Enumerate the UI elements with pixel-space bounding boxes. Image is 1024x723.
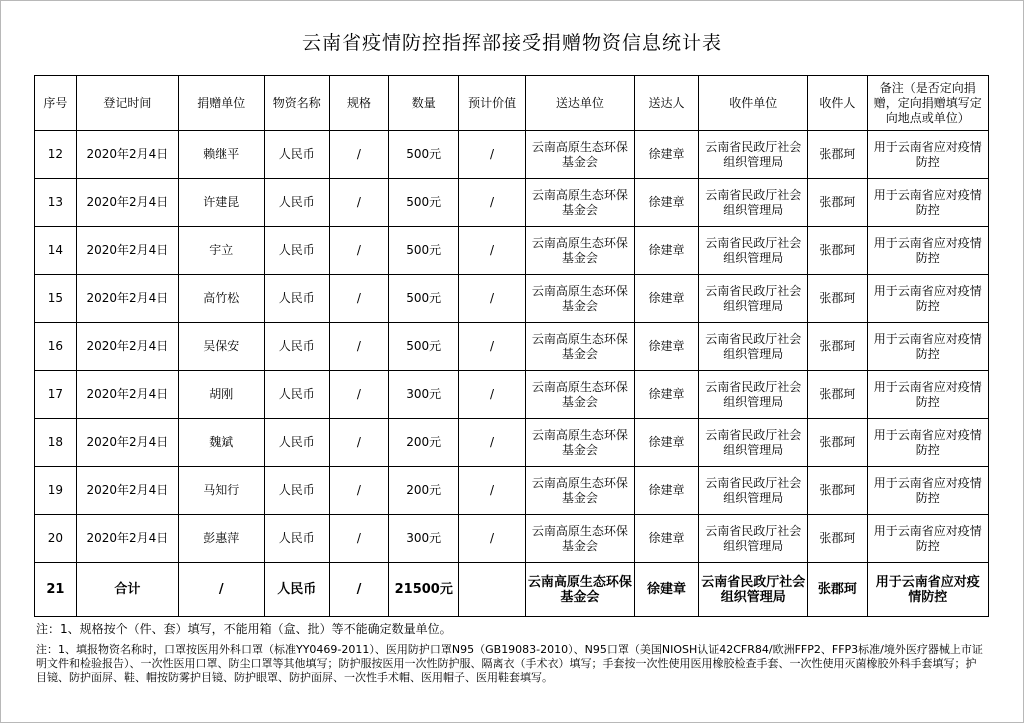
cell-item: 人民币 — [264, 179, 329, 227]
header-receiver: 收件人 — [808, 76, 867, 131]
cell-item: 人民币 — [264, 371, 329, 419]
cell-spec: / — [329, 275, 388, 323]
cell-item: 人民币 — [264, 563, 329, 617]
header-item: 物资名称 — [264, 76, 329, 131]
note-spec: 注：1、规格按个（件、套）填写，不能用箱（盒、批）等不能确定数量单位。 — [36, 622, 452, 636]
cell-qty: 500元 — [389, 275, 459, 323]
cell-item: 人民币 — [264, 419, 329, 467]
cell-spec: / — [329, 131, 388, 179]
cell-donor: 宇立 — [178, 227, 264, 275]
cell-qty: 500元 — [389, 179, 459, 227]
header-value: 预计价值 — [459, 76, 525, 131]
cell-receiver: 张郡珂 — [808, 563, 867, 617]
header-no: 序号 — [35, 76, 77, 131]
cell-receiver-unit: 云南省民政厅社会组织管理局 — [699, 323, 808, 371]
cell-receiver-unit: 云南省民政厅社会组织管理局 — [699, 227, 808, 275]
cell-deliver-unit: 云南高原生态环保基金会 — [525, 275, 634, 323]
cell-receiver: 张郡珂 — [808, 419, 867, 467]
cell-receiver: 张郡珂 — [808, 275, 867, 323]
cell-value: / — [459, 371, 525, 419]
cell-deliverer: 徐建章 — [634, 371, 698, 419]
cell-note: 用于云南省应对疫情防控 — [867, 179, 988, 227]
cell-deliver-unit: 云南高原生态环保基金会 — [525, 563, 634, 617]
cell-value: / — [459, 419, 525, 467]
cell-note: 用于云南省应对疫情防控 — [867, 563, 988, 617]
cell-date: 2020年2月4日 — [76, 419, 178, 467]
cell-item: 人民币 — [264, 515, 329, 563]
cell-no: 12 — [35, 131, 77, 179]
cell-deliver-unit: 云南高原生态环保基金会 — [525, 179, 634, 227]
cell-donor: / — [178, 563, 264, 617]
note-items: 注：1、填报物资名称时，口罩按医用外科口罩（标准YY0469-2011）、医用防护口罩N95（GB19083-2010）、N95口罩（美国NIOSH认证42CFR84/欧洲FFP2、FFP3标准/境外医疗器械上市证明文件和检验报告）、一次性医用口罩、防尘口罩等其他填写；防护服按医用一次性防护服、隔离衣（手术衣）填写；手套按一次性使用医用橡胶检查手套、一次性使用灭菌橡胶外科手套填写；护目镜、防护面屏、鞋、帽按防雾护目镜、防护眼罩、防护面屏、一次性手术帽、医用帽子、医用鞋套填写。 — [36, 643, 983, 684]
cell-qty: 200元 — [389, 419, 459, 467]
cell-receiver: 张郡珂 — [808, 371, 867, 419]
page-title: 云南省疫情防控指挥部接受捐赠物资信息统计表 — [301, 32, 722, 54]
total-row — [35, 563, 989, 617]
cell-receiver-unit: 云南省民政厅社会组织管理局 — [699, 515, 808, 563]
cell-value: / — [459, 179, 525, 227]
table-row — [35, 179, 989, 227]
cell-value: / — [459, 275, 525, 323]
cell-no: 19 — [35, 467, 77, 515]
cell-value: / — [459, 227, 525, 275]
cell-donor: 彭惠萍 — [178, 515, 264, 563]
cell-qty: 21500元 — [389, 563, 459, 617]
table-row — [35, 227, 989, 275]
header-date: 登记时间 — [76, 76, 178, 131]
table-row — [35, 515, 989, 563]
cell-date: 合计 — [76, 563, 178, 617]
cell-value: / — [459, 131, 525, 179]
cell-note: 用于云南省应对疫情防控 — [867, 131, 988, 179]
cell-deliverer: 徐建章 — [634, 131, 698, 179]
cell-note: 用于云南省应对疫情防控 — [867, 275, 988, 323]
cell-donor: 魏斌 — [178, 419, 264, 467]
table-row — [35, 275, 989, 323]
cell-deliverer: 徐建章 — [634, 227, 698, 275]
cell-deliver-unit: 云南高原生态环保基金会 — [525, 419, 634, 467]
cell-receiver-unit: 云南省民政厅社会组织管理局 — [699, 563, 808, 617]
cell-receiver: 张郡珂 — [808, 179, 867, 227]
table-row — [35, 467, 989, 515]
cell-spec: / — [329, 467, 388, 515]
header-donor: 捐赠单位 — [178, 76, 264, 131]
cell-no: 21 — [35, 563, 77, 617]
cell-note: 用于云南省应对疫情防控 — [867, 515, 988, 563]
cell-receiver-unit: 云南省民政厅社会组织管理局 — [699, 467, 808, 515]
cell-receiver-unit: 云南省民政厅社会组织管理局 — [699, 275, 808, 323]
cell-date: 2020年2月4日 — [76, 371, 178, 419]
cell-item: 人民币 — [264, 227, 329, 275]
cell-note: 用于云南省应对疫情防控 — [867, 419, 988, 467]
cell-receiver: 张郡珂 — [808, 323, 867, 371]
cell-note: 用于云南省应对疫情防控 — [867, 227, 988, 275]
cell-deliverer: 徐建章 — [634, 563, 698, 617]
cell-receiver-unit: 云南省民政厅社会组织管理局 — [699, 419, 808, 467]
cell-no: 14 — [35, 227, 77, 275]
cell-value: / — [459, 323, 525, 371]
cell-qty: 300元 — [389, 371, 459, 419]
cell-deliver-unit: 云南高原生态环保基金会 — [525, 323, 634, 371]
header-receiver-unit: 收件单位 — [699, 76, 808, 131]
header-qty: 数量 — [389, 76, 459, 131]
cell-qty: 200元 — [389, 467, 459, 515]
cell-receiver-unit: 云南省民政厅社会组织管理局 — [699, 131, 808, 179]
cell-no: 17 — [35, 371, 77, 419]
cell-date: 2020年2月4日 — [76, 323, 178, 371]
cell-donor: 吴保安 — [178, 323, 264, 371]
cell-spec: / — [329, 419, 388, 467]
cell-note: 用于云南省应对疫情防控 — [867, 371, 988, 419]
header-deliver-unit: 送达单位 — [525, 76, 634, 131]
cell-deliver-unit: 云南高原生态环保基金会 — [525, 131, 634, 179]
cell-receiver: 张郡珂 — [808, 227, 867, 275]
cell-donor: 赖继平 — [178, 131, 264, 179]
cell-deliverer: 徐建章 — [634, 515, 698, 563]
cell-deliverer: 徐建章 — [634, 467, 698, 515]
cell-date: 2020年2月4日 — [76, 179, 178, 227]
cell-receiver: 张郡珂 — [808, 131, 867, 179]
cell-spec: / — [329, 371, 388, 419]
cell-qty: 500元 — [389, 131, 459, 179]
cell-item: 人民币 — [264, 275, 329, 323]
cell-date: 2020年2月4日 — [76, 131, 178, 179]
cell-donor: 高竹松 — [178, 275, 264, 323]
cell-spec: / — [329, 515, 388, 563]
table-body — [35, 131, 989, 617]
cell-receiver: 张郡珂 — [808, 515, 867, 563]
cell-donor: 马知行 — [178, 467, 264, 515]
header-spec: 规格 — [329, 76, 388, 131]
cell-date: 2020年2月4日 — [76, 467, 178, 515]
cell-donor: 胡刚 — [178, 371, 264, 419]
cell-note: 用于云南省应对疫情防控 — [867, 467, 988, 515]
donation-table — [34, 75, 989, 617]
cell-spec: / — [329, 179, 388, 227]
cell-qty: 500元 — [389, 323, 459, 371]
cell-receiver: 张郡珂 — [808, 467, 867, 515]
cell-donor: 许建昆 — [178, 179, 264, 227]
cell-date: 2020年2月4日 — [76, 515, 178, 563]
cell-no: 16 — [35, 323, 77, 371]
table-row — [35, 131, 989, 179]
cell-receiver-unit: 云南省民政厅社会组织管理局 — [699, 179, 808, 227]
cell-spec: / — [329, 227, 388, 275]
cell-deliverer: 徐建章 — [634, 323, 698, 371]
cell-value — [459, 563, 525, 617]
header-note: 备注（是否定向捐赠，定向捐赠填写定向地点或单位） — [867, 76, 988, 131]
cell-date: 2020年2月4日 — [76, 275, 178, 323]
cell-item: 人民币 — [264, 131, 329, 179]
cell-no: 20 — [35, 515, 77, 563]
cell-qty: 500元 — [389, 227, 459, 275]
cell-deliver-unit: 云南高原生态环保基金会 — [525, 227, 634, 275]
cell-value: / — [459, 515, 525, 563]
cell-no: 18 — [35, 419, 77, 467]
cell-deliver-unit: 云南高原生态环保基金会 — [525, 371, 634, 419]
cell-spec: / — [329, 323, 388, 371]
cell-no: 13 — [35, 179, 77, 227]
table-header-row — [35, 76, 989, 131]
cell-qty: 300元 — [389, 515, 459, 563]
cell-deliver-unit: 云南高原生态环保基金会 — [525, 515, 634, 563]
cell-date: 2020年2月4日 — [76, 227, 178, 275]
cell-deliverer: 徐建章 — [634, 275, 698, 323]
cell-value: / — [459, 467, 525, 515]
cell-deliverer: 徐建章 — [634, 419, 698, 467]
header-deliverer: 送达人 — [634, 76, 698, 131]
table-row — [35, 323, 989, 371]
cell-deliver-unit: 云南高原生态环保基金会 — [525, 467, 634, 515]
cell-receiver-unit: 云南省民政厅社会组织管理局 — [699, 371, 808, 419]
cell-item: 人民币 — [264, 323, 329, 371]
cell-spec: / — [329, 563, 388, 617]
cell-deliverer: 徐建章 — [634, 179, 698, 227]
table-row — [35, 419, 989, 467]
cell-item: 人民币 — [264, 467, 329, 515]
cell-no: 15 — [35, 275, 77, 323]
cell-note: 用于云南省应对疫情防控 — [867, 323, 988, 371]
table-row — [35, 371, 989, 419]
